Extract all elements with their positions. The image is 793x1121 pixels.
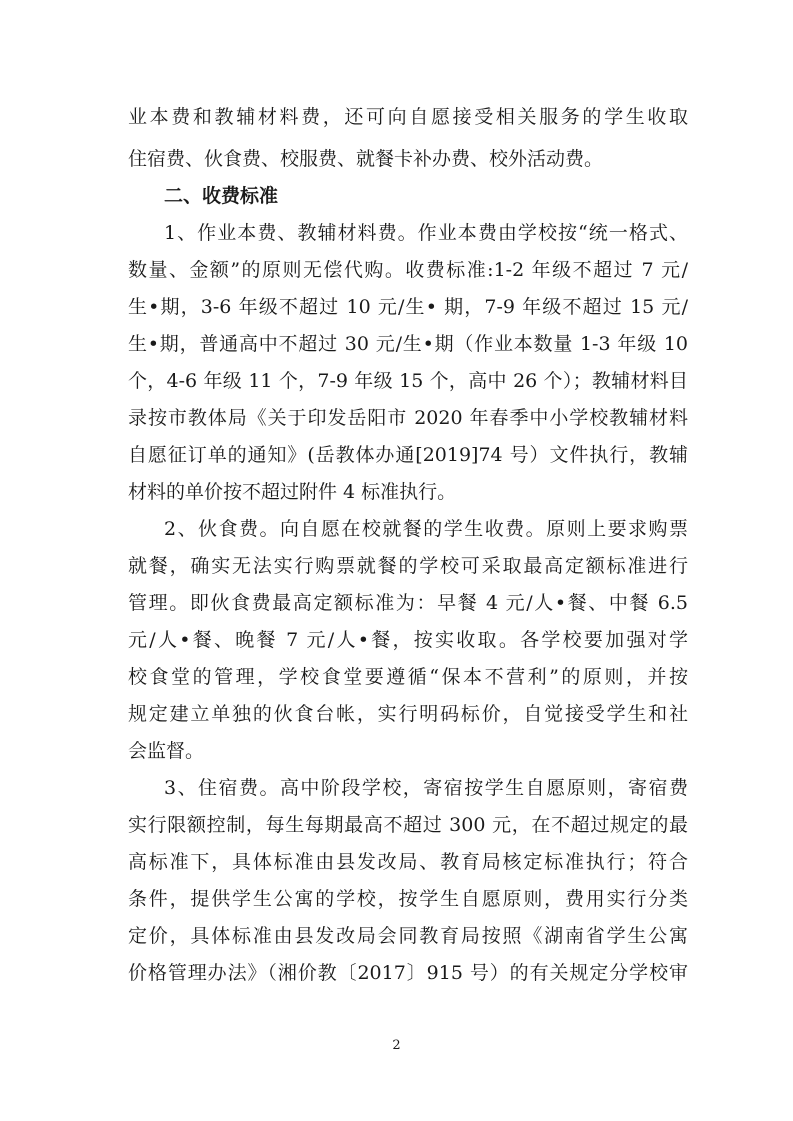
paragraph-line: 元/人•餐、晚餐 7 元/人•餐，按实收取。各学校要加强对学 (128, 629, 688, 651)
paragraph-line: 材料的单价按不超过附件 4 标准执行。 (128, 481, 457, 503)
paragraph-line: 生•期，3-6 年级不超过 10 元/生• 期，7-9 年级不超过 15 元/ (128, 296, 688, 318)
paragraph-line: 实行限额控制，每生每期最高不超过 300 元，在不超过规定的最 (128, 814, 688, 836)
page-number: 2 (392, 1038, 401, 1053)
paragraph-line: 会监督。 (128, 740, 205, 762)
paragraph-line: 自愿征订单的通知》(岳教体办通[2019]74 号）文件执行，教辅 (128, 444, 688, 466)
paragraph-line: 住宿费、伙食费、校服费、就餐卡补办费、校外活动费。 (128, 148, 604, 170)
paragraph-line: 1、作业本费、教辅材料费。作业本费由学校按“统一格式、 (164, 222, 688, 244)
paragraph-line: 就餐，确实无法实行购票就餐的学校可采取最高定额标准进行 (128, 555, 688, 577)
paragraph-line: 2、伙食费。向自愿在校就餐的学生收费。原则上要求购票 (164, 518, 688, 540)
paragraph-line: 高标准下，具体标准由县发改局、教育局核定标准执行；符合 (128, 851, 688, 873)
paragraph-line: 定价，具体标准由县发改局会同教育局按照《湖南省学生公寓 (128, 925, 688, 947)
paragraph-line: 价格管理办法》（湘价教〔2017〕915 号）的有关规定分学校审 (128, 962, 688, 984)
paragraph-line: 录按市教体局《关于印发岳阳市 2020 年春季中小学校教辅材料 (128, 407, 688, 429)
paragraph-line: 数量、金额”的原则无偿代购。收费标准:1-2 年级不超过 7 元/ (128, 259, 688, 281)
paragraph-line: 个，4-6 年级 11 个，7-9 年级 15 个，高中 26 个）；教辅材料目 (128, 370, 688, 392)
paragraph-line: 管理。即伙食费最高定额标准为：早餐 4 元/人•餐、中餐 6.5 (128, 592, 688, 614)
paragraph-line: 条件，提供学生公寓的学校，按学生自愿原则，费用实行分类 (128, 888, 688, 910)
section-heading: 二、收费标准 (164, 185, 279, 207)
paragraph-line: 业本费和教辅材料费，还可向自愿接受相关服务的学生收取 (128, 106, 688, 128)
paragraph-line: 3、住宿费。高中阶段学校，寄宿按学生自愿原则，寄宿费 (164, 777, 688, 799)
paragraph-line: 生•期，普通高中不超过 30 元/生•期（作业本数量 1-3 年级 10 (128, 333, 688, 355)
paragraph-line: 规定建立单独的伙食台帐，实行明码标价，自觉接受学生和社 (128, 703, 688, 725)
paragraph-line: 校食堂的管理，学校食堂要遵循“保本不营利”的原则，并按 (128, 666, 688, 688)
